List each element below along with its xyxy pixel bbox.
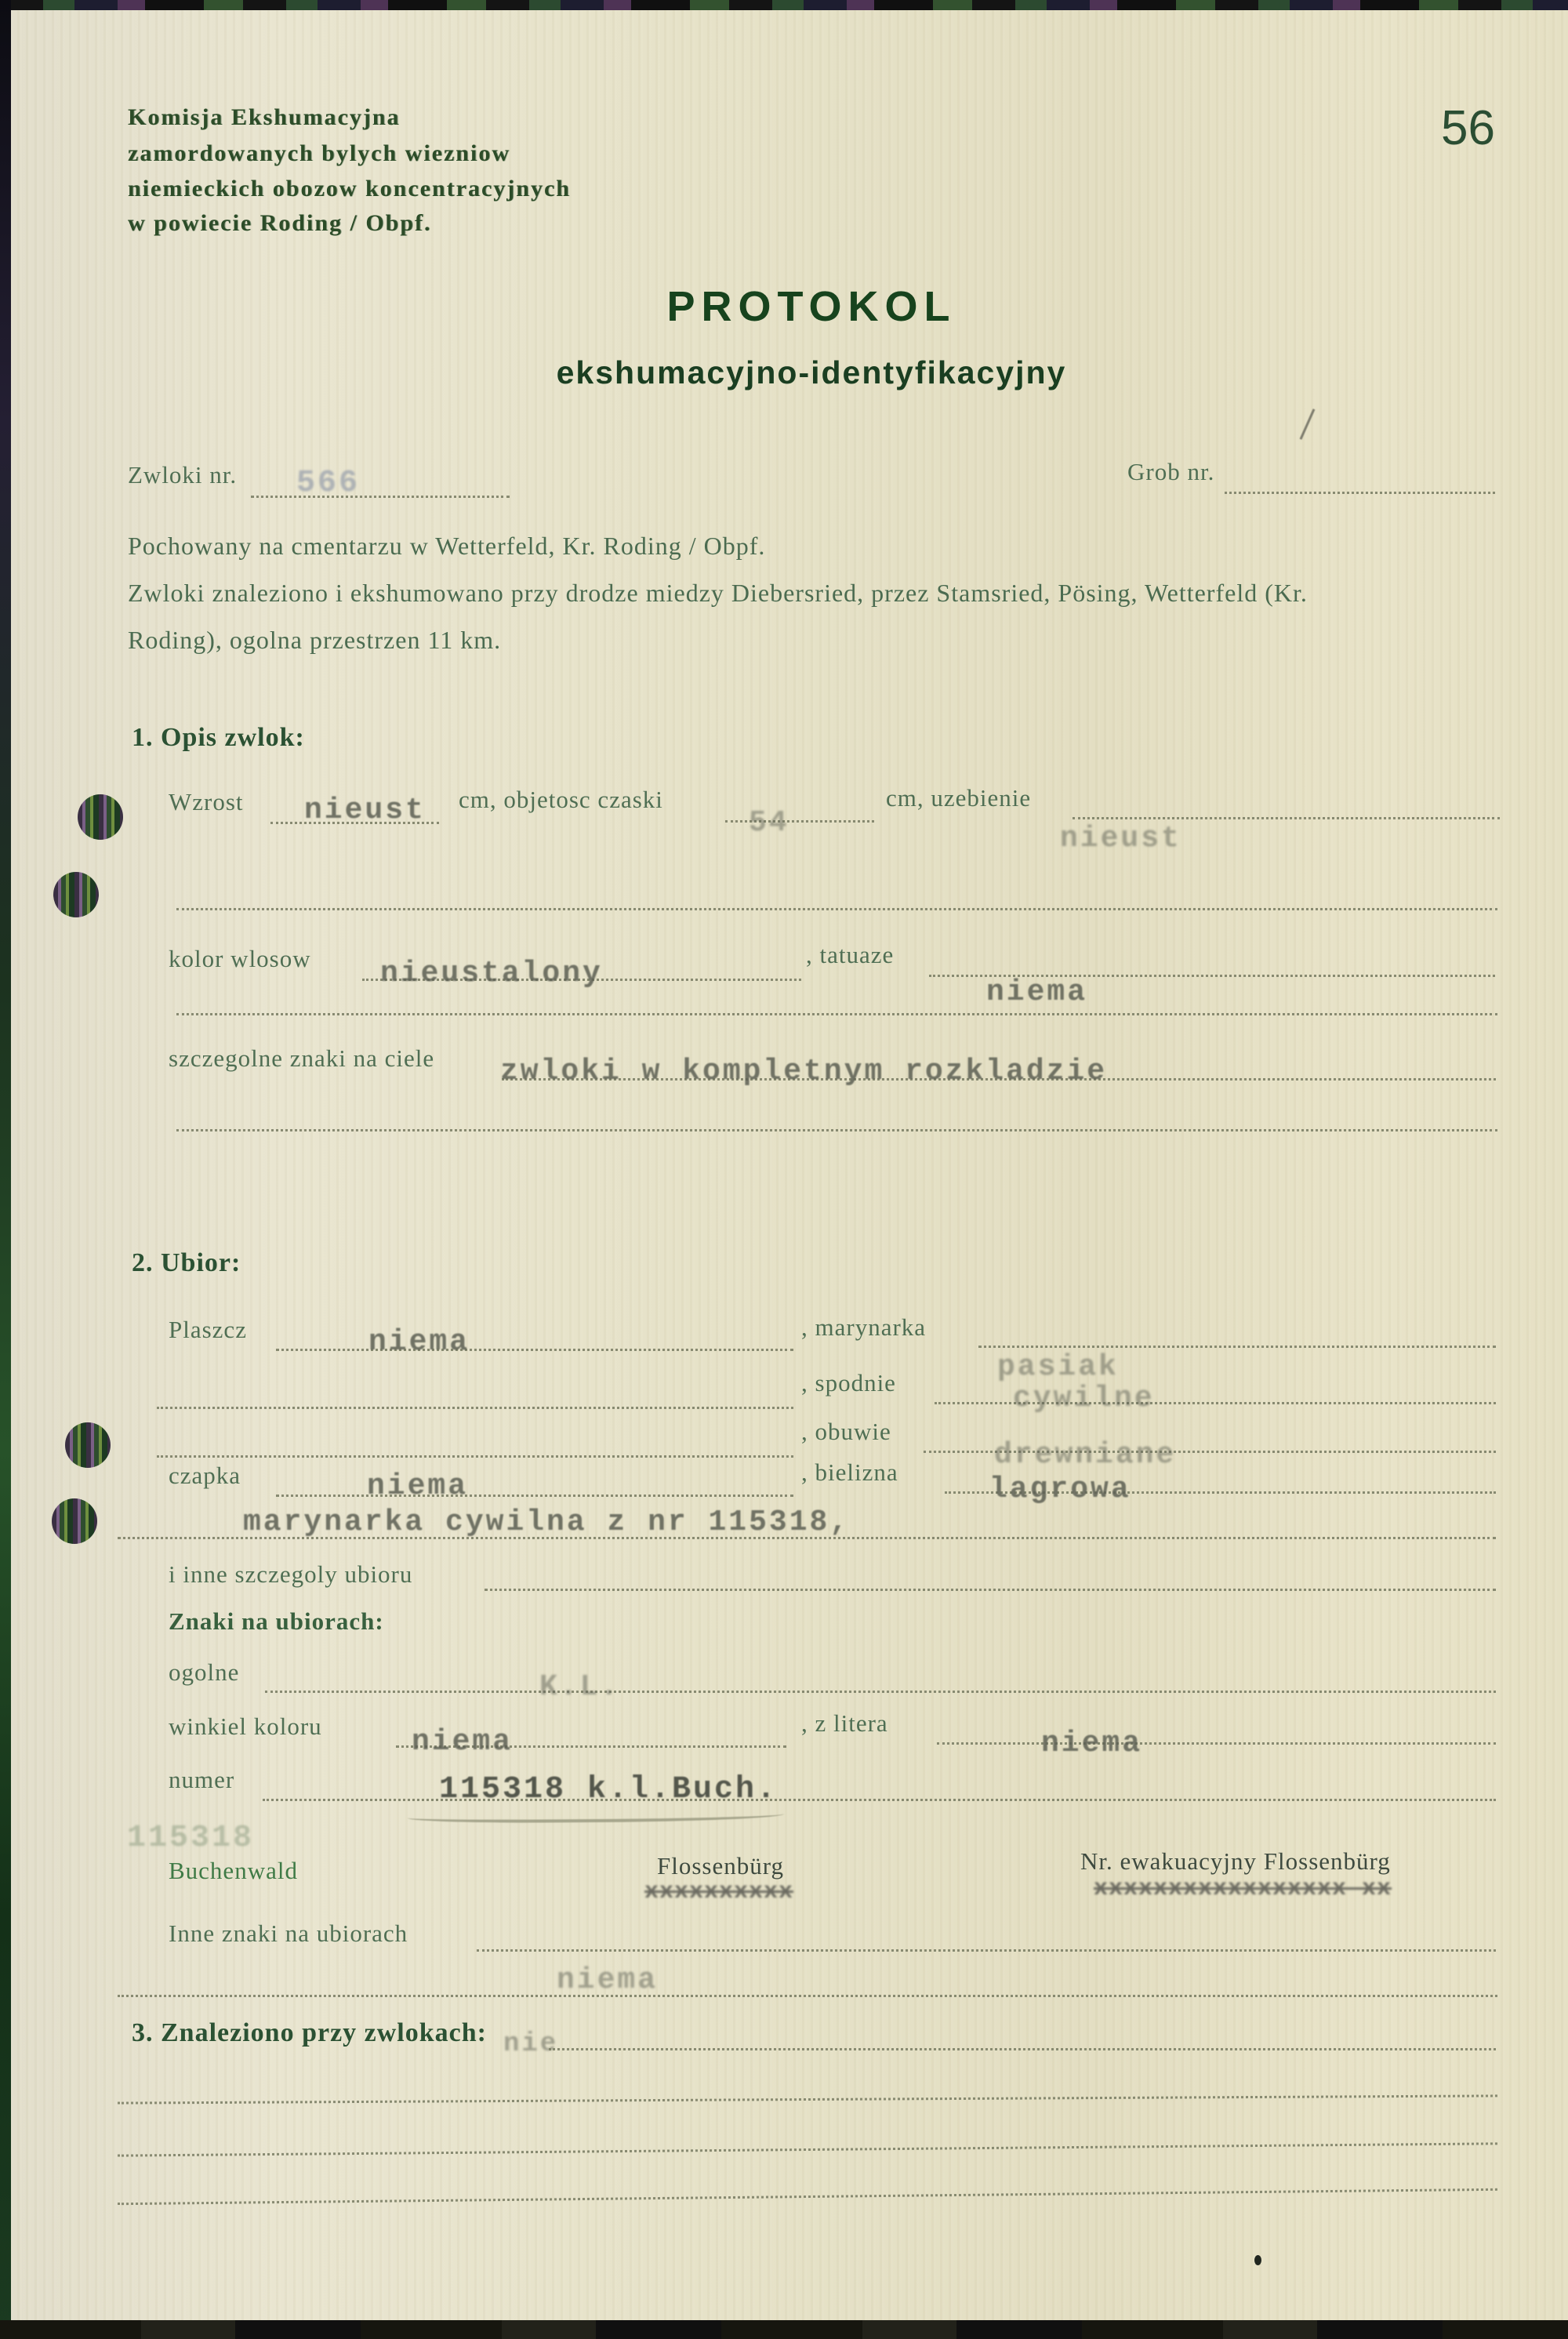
hole-punch — [52, 1498, 97, 1544]
special-marks-label: szczegolne znaki na ciele — [169, 1044, 435, 1072]
dotted-line — [118, 2094, 1497, 2104]
evacuation-number-label: Nr. ewakuacyjny Flossenbürg — [1080, 1847, 1391, 1875]
coat-label: Plaszcz — [169, 1316, 247, 1343]
document-subtitle: ekshumacyjno-identyfikacyjny — [556, 354, 1067, 390]
coat-value: niema — [368, 1325, 470, 1359]
skull-label: cm, objetosc czaski — [459, 786, 663, 813]
letter-label: , z litera — [801, 1709, 888, 1737]
corpse-number-label: Zwloki nr. — [128, 461, 238, 489]
found-with-corpse-value: nie — [503, 2029, 559, 2059]
dotted-line — [1073, 817, 1500, 819]
pen-mark — [1300, 409, 1316, 440]
dotted-line — [176, 908, 1497, 910]
hole-punch — [53, 872, 99, 917]
teeth-value: nieust — [1060, 822, 1181, 855]
hole-punch — [65, 1422, 111, 1468]
letter-value: niema — [1041, 1727, 1143, 1760]
underwear-label: , bielizna — [801, 1458, 898, 1486]
general-marks-value: K.L. — [539, 1670, 621, 1704]
trousers-value: cywilne — [1013, 1382, 1155, 1415]
dotted-line — [157, 1407, 793, 1409]
dotted-line — [937, 1742, 1496, 1745]
footwear-label: , obuwie — [801, 1418, 891, 1445]
trousers-label: , spodnie — [801, 1369, 896, 1396]
cap-value: niema — [367, 1469, 469, 1503]
dotted-line — [176, 1013, 1497, 1015]
dotted-line — [477, 1949, 1496, 1952]
camp-buchenwald-label: Buchenwald — [169, 1857, 298, 1884]
tattoos-value: niema — [986, 975, 1088, 1009]
dotted-line — [251, 496, 510, 498]
general-marks-label: ogolne — [169, 1658, 240, 1686]
burial-place-line: Pochowany na cmentarzu w Wetterfeld, Kr. Roding / Obpf. — [128, 532, 766, 560]
scan-edge-left — [0, 0, 11, 2339]
letterhead-line: w powiecie Roding / Obpf. — [128, 210, 432, 236]
section3-heading: 3. Znaleziono przy zwlokach: — [132, 2018, 487, 2047]
underwear-value: lagrowa — [989, 1473, 1131, 1506]
cap-label: czapka — [169, 1462, 241, 1489]
dotted-line — [276, 1349, 793, 1351]
scan-edge-top — [0, 0, 1568, 10]
grave-number-label: Grob nr. — [1127, 458, 1215, 485]
section1-heading: 1. Opis zwlok: — [132, 723, 305, 752]
crossed-out-typed-text: xxxxxxxxxx — [644, 1879, 794, 1905]
crossed-out-typed-text: xxxxxxxxxxxxxxxxx xx — [1094, 1876, 1392, 1902]
other-marks-on-clothing-label: Inne znaki na ubiorach — [169, 1920, 408, 1947]
jacket-label: , marynarka — [801, 1313, 927, 1341]
other-clothing-details-label: i inne szczegoly ubioru — [169, 1560, 413, 1588]
dotted-line — [118, 1995, 1497, 1997]
camp-flossenburg-label: Flossenbürg — [657, 1852, 785, 1880]
clothing-marks-header: Znaki na ubiorach: — [169, 1607, 384, 1635]
document-title: PROTOKOL — [666, 283, 956, 330]
other-marks-on-clothing-value: niema — [557, 1963, 659, 1997]
hair-color-value: nieustalony — [380, 957, 603, 990]
dotted-line — [118, 1537, 1496, 1539]
dotted-line — [118, 2142, 1497, 2156]
found-location-line2: Roding), ogolna przestrzen 11 km. — [128, 626, 502, 654]
page-number: 56 — [1441, 101, 1495, 155]
special-marks-value: zwloki w kompletnym rozkladzie — [500, 1055, 1108, 1088]
footwear-value: drewniane — [994, 1438, 1177, 1472]
dotted-line — [265, 1691, 1496, 1693]
letterhead-line: niemieckich obozow koncentracyjnych — [128, 176, 571, 202]
dotted-line — [978, 1346, 1496, 1348]
letterhead-line: zamordowanych bylych wiezniow — [128, 140, 510, 166]
triangle-color-value: niema — [412, 1725, 514, 1759]
skull-value: 54 — [749, 806, 789, 840]
dotted-line — [1225, 492, 1495, 494]
tattoos-label: , tatuaze — [806, 941, 895, 968]
hole-punch — [78, 794, 123, 840]
jacket-value: pasiak — [997, 1350, 1119, 1384]
section2-heading: 2. Ubior: — [132, 1248, 241, 1277]
corpse-number-value: 566 — [296, 466, 361, 501]
scan-edge-bottom — [0, 2320, 1568, 2339]
dotted-line — [725, 820, 874, 823]
ink-dot — [1254, 2255, 1261, 2265]
triangle-color-label: winkiel koloru — [169, 1712, 322, 1740]
dotted-line — [485, 1589, 1496, 1591]
dotted-line — [549, 2048, 1496, 2050]
height-value: nieust — [304, 794, 426, 827]
height-label: Wzrost — [169, 788, 244, 815]
dotted-line — [276, 1495, 793, 1497]
number-label: numer — [169, 1766, 235, 1793]
pencil-underline — [408, 1811, 784, 1823]
dotted-line — [118, 2188, 1497, 2205]
dotted-line — [176, 1129, 1497, 1131]
letterhead-line: Komisja Ekshumacyjna — [128, 104, 401, 130]
teeth-label: cm, uzebienie — [886, 784, 1032, 812]
clothing-extra-typed: marynarka cywilna z nr 115318, — [243, 1505, 851, 1539]
number-faint-value: 115318 — [127, 1821, 255, 1856]
found-location-line1: Zwloki znaleziono i ekshumowano przy drodze miedzy Diebersried, przez Stamsried, Pösing, Wetterfeld (Kr. — [128, 579, 1308, 607]
hair-color-label: kolor wlosow — [169, 945, 311, 972]
dotted-line — [157, 1455, 793, 1458]
number-value: 115318 k.l.Buch. — [439, 1772, 779, 1807]
